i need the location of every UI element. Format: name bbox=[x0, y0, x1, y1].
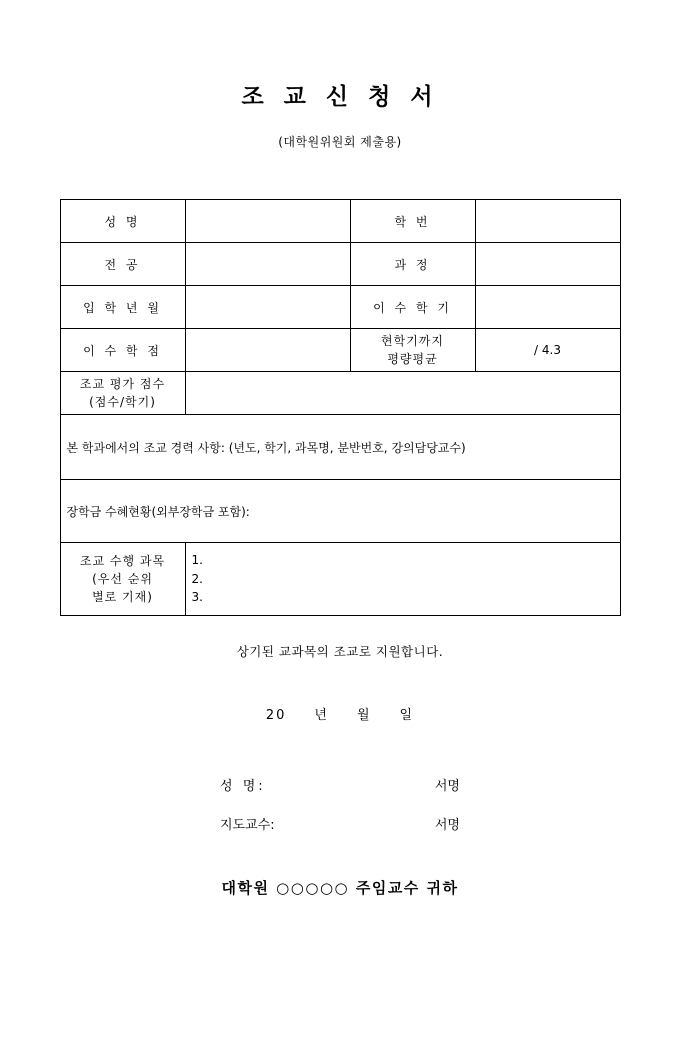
signature-row-applicant bbox=[0, 775, 680, 794]
field-label-ta-evaluation-line1: 조교 평가 점수 bbox=[79, 377, 166, 391]
date-year-label: 년 bbox=[314, 708, 329, 723]
field-label-ta-evaluation-score bbox=[60, 372, 185, 415]
field-value-gpa[interactable]: / 4.3 bbox=[475, 329, 620, 372]
table-row bbox=[60, 543, 620, 616]
table-row bbox=[60, 372, 620, 415]
field-label-semesters-completed: 이 수 학 기 bbox=[350, 286, 475, 329]
table-row bbox=[60, 200, 620, 243]
footer-addressee: 대학원 ○○○○○ 주임교수 귀하 bbox=[221, 879, 459, 897]
table-row bbox=[60, 480, 620, 543]
field-label-credits: 이 수 학 점 bbox=[60, 329, 185, 372]
field-value-major[interactable] bbox=[185, 243, 350, 286]
date-line bbox=[0, 704, 680, 723]
field-label-major: 전 공 bbox=[60, 243, 185, 286]
date-day-label: 일 bbox=[399, 708, 415, 723]
field-label-ta-evaluation-line2: (점수/학기) bbox=[89, 395, 156, 409]
field-value-course-type[interactable] bbox=[475, 243, 620, 286]
field-value-ta-subjects[interactable] bbox=[185, 543, 620, 616]
field-label-ta-subjects-line3: 별로 기재) bbox=[92, 590, 153, 604]
signature-label-applicant: 성 명: bbox=[220, 779, 266, 794]
field-value-semesters-completed[interactable] bbox=[475, 286, 620, 329]
page-title: 조 교 신 청 서 bbox=[241, 84, 439, 110]
field-label-ta-subjects-line2: (우선 순위 bbox=[92, 572, 153, 586]
field-label-course-type: 과 정 bbox=[350, 243, 475, 286]
field-label-gpa-line2: 평량평균 bbox=[387, 352, 438, 366]
field-value-name[interactable] bbox=[185, 200, 350, 243]
page-subtitle: (대학원위원회 제출용) bbox=[278, 135, 402, 149]
application-statement: 상기된 교과목의 조교로 지원합니다. bbox=[236, 644, 444, 659]
date-year-prefix: 20 bbox=[265, 708, 287, 723]
field-value-admission-date[interactable] bbox=[185, 286, 350, 329]
field-value-student-id[interactable] bbox=[475, 200, 620, 243]
document-page bbox=[0, 78, 680, 1040]
field-label-admission-date: 입 학 년 월 bbox=[60, 286, 185, 329]
signature-label-advisor: 지도교수: bbox=[220, 818, 275, 833]
field-label-ta-subjects bbox=[60, 543, 185, 616]
date-month-label: 월 bbox=[356, 708, 372, 723]
field-value-ta-evaluation-score[interactable] bbox=[185, 372, 620, 415]
field-label-ta-experience: 본 학과에서의 조교 경력 사항: (년도, 학기, 과목명, 분반번호, 강의담당교수) bbox=[60, 415, 620, 480]
field-label-gpa bbox=[350, 329, 475, 372]
table-row bbox=[60, 286, 620, 329]
signature-block bbox=[0, 775, 680, 833]
field-label-scholarship-status: 장학금 수혜현황(외부장학금 포함): bbox=[60, 480, 620, 543]
table-row bbox=[60, 243, 620, 286]
field-label-gpa-line1: 현학기까지 bbox=[381, 334, 444, 348]
list-item: 2. bbox=[191, 571, 203, 586]
list-item: 1. bbox=[191, 553, 203, 568]
table-row bbox=[60, 415, 620, 480]
field-label-name: 성 명 bbox=[60, 200, 185, 243]
field-label-ta-subjects-line1: 조교 수행 과목 bbox=[79, 554, 166, 568]
signature-word-advisor[interactable]: 서명 bbox=[434, 818, 460, 833]
application-form-table bbox=[60, 199, 621, 616]
signature-word-applicant[interactable]: 서명 bbox=[434, 779, 460, 794]
table-row bbox=[60, 329, 620, 372]
field-label-student-id: 학 번 bbox=[350, 200, 475, 243]
signature-row-advisor bbox=[0, 814, 680, 833]
field-value-credits[interactable] bbox=[185, 329, 350, 372]
list-item: 3. bbox=[191, 590, 203, 605]
